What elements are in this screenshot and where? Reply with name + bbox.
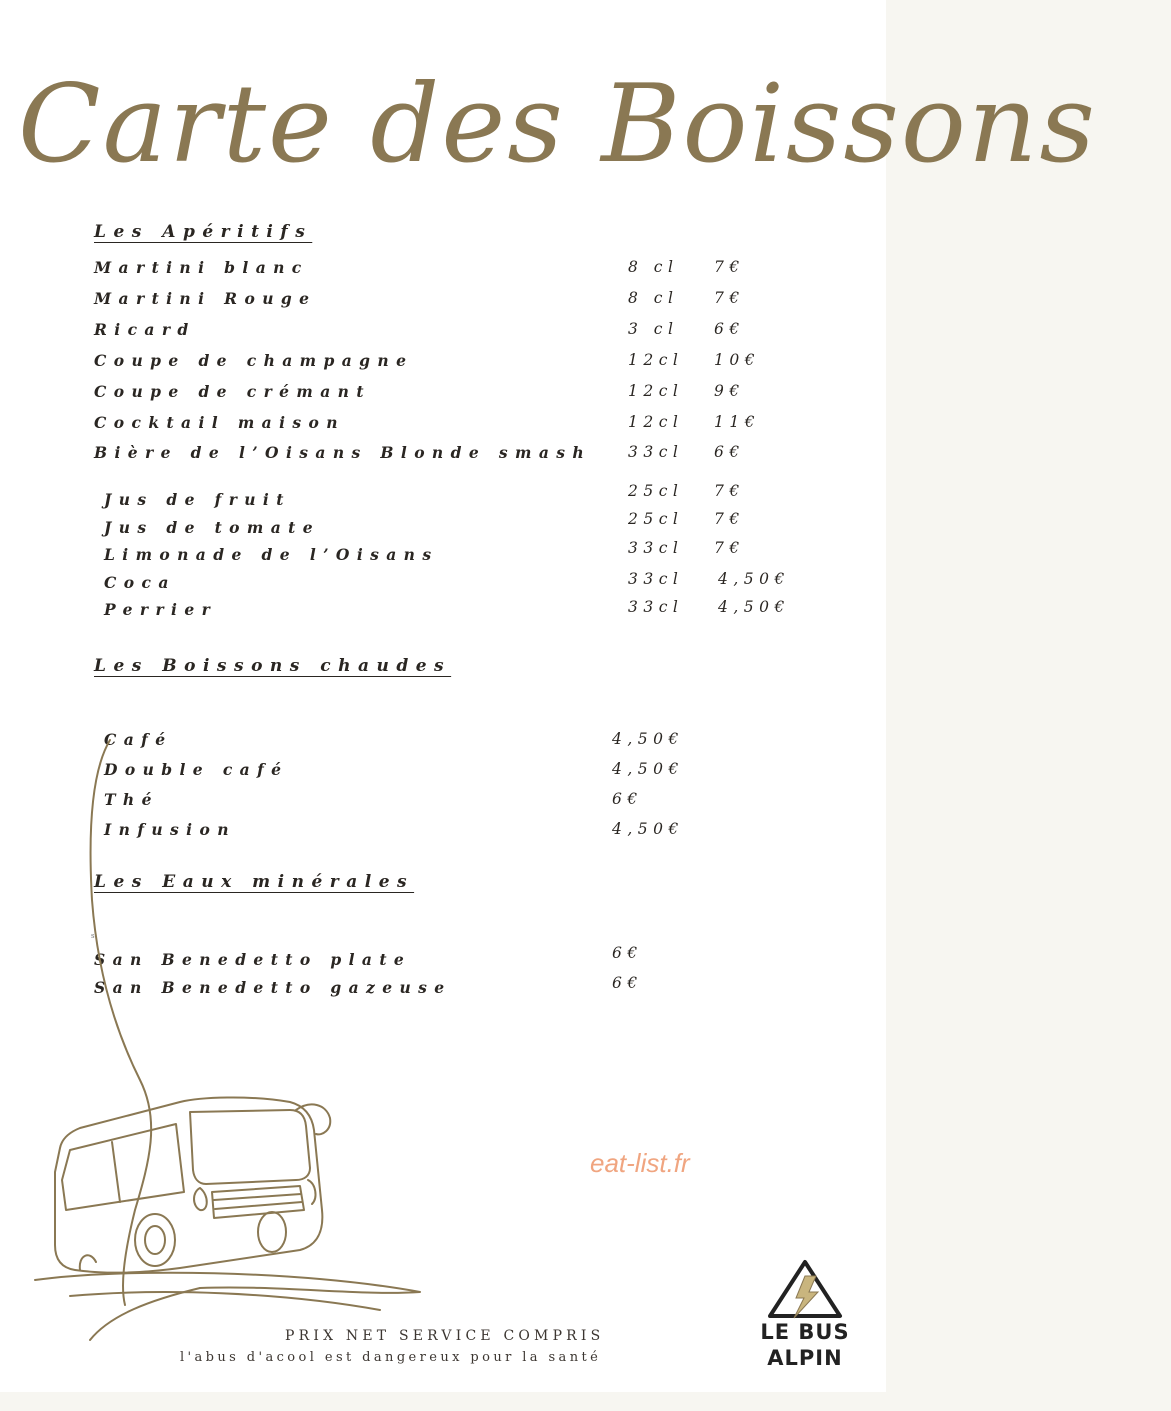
item-volume: 12cl (628, 413, 684, 431)
item-name: Thé (104, 790, 159, 809)
item-name: Perrier (104, 600, 218, 619)
menu-item (0, 413, 886, 443)
item-volume: 3 cl (628, 320, 679, 338)
item-name: Infusion (104, 820, 236, 839)
item-volume: 12cl (628, 382, 684, 400)
item-volume: 8 cl (628, 289, 679, 307)
item-name: Martini blanc (94, 258, 309, 277)
item-name: Martini Rouge (94, 289, 317, 308)
section-heading-aperitifs: Les Apéritifs (94, 222, 313, 242)
item-price: 6€ (714, 443, 745, 461)
item-price: 4,50€ (718, 570, 790, 588)
item-price: 6€ (714, 320, 745, 338)
item-price: 7€ (714, 539, 745, 557)
item-name: San Benedetto gazeuse (94, 978, 452, 997)
menu-item (0, 258, 886, 288)
item-volume: 33cl (628, 598, 684, 616)
item-name: Coupe de champagne (94, 351, 414, 370)
section-heading-hot-drinks: Les Boissons chaudes (94, 656, 452, 676)
item-volume: 12cl (628, 351, 684, 369)
menu-item (0, 351, 886, 381)
item-name: Ricard (94, 320, 196, 339)
item-price: 4,50€ (612, 820, 684, 838)
menu-item (0, 289, 886, 319)
item-name: Cocktail maison (94, 413, 345, 432)
stray-mark: s (91, 932, 95, 940)
footer-service-note: PRIX NET SERVICE COMPRIS (285, 1328, 605, 1344)
item-price: 6€ (612, 944, 643, 962)
item-name: San Benedetto plate (94, 950, 412, 969)
section-heading-mineral-waters: Les Eaux minérales (94, 872, 415, 892)
item-price: 10€ (714, 351, 761, 369)
item-volume: 33cl (628, 539, 684, 557)
item-price: 4,50€ (612, 730, 684, 748)
item-price: 7€ (714, 258, 745, 276)
item-price: 11€ (714, 413, 761, 431)
item-volume: 33cl (628, 570, 684, 588)
item-name: Limonade de l’Oisans (104, 545, 439, 564)
item-price: 6€ (612, 790, 643, 808)
logo-line-1: LE BUS (760, 1320, 850, 1344)
item-volume: 33cl (628, 443, 684, 461)
item-volume: 8 cl (628, 258, 679, 276)
item-name: Jus de tomate (104, 518, 320, 537)
item-price: 7€ (714, 289, 745, 307)
bus-illustration (0, 740, 440, 1350)
item-name: Coca (104, 573, 176, 592)
item-price: 4,50€ (612, 760, 684, 778)
item-price: 6€ (612, 974, 643, 992)
menu-item (0, 482, 886, 520)
item-name: Coupe de crémant (94, 382, 371, 401)
menu-item (0, 382, 886, 412)
item-name: Café (104, 730, 173, 749)
menu-item (0, 510, 886, 548)
item-price: 7€ (714, 510, 745, 528)
item-price: 4,50€ (718, 598, 790, 616)
item-name: Bière de l’Oisans Blonde smash (94, 443, 592, 462)
item-volume: 25cl (628, 510, 684, 528)
item-price: 7€ (714, 482, 745, 500)
footer-health-warning: l'abus d'acool est dangereux pour la santé (180, 1350, 602, 1365)
menu-item (0, 443, 886, 473)
item-price: 9€ (714, 382, 745, 400)
brand-logo (738, 1258, 872, 1376)
item-volume: 25cl (628, 482, 684, 500)
watermark: eat-list.fr (590, 1148, 690, 1178)
logo-line-2: ALPIN (767, 1346, 843, 1370)
item-name: Jus de fruit (104, 490, 291, 509)
menu-title: Carte des Boissons (18, 62, 1097, 187)
menu-item (0, 600, 886, 630)
item-name: Double café (104, 760, 289, 779)
menu-item (0, 320, 886, 350)
mountain-icon (738, 1258, 872, 1322)
